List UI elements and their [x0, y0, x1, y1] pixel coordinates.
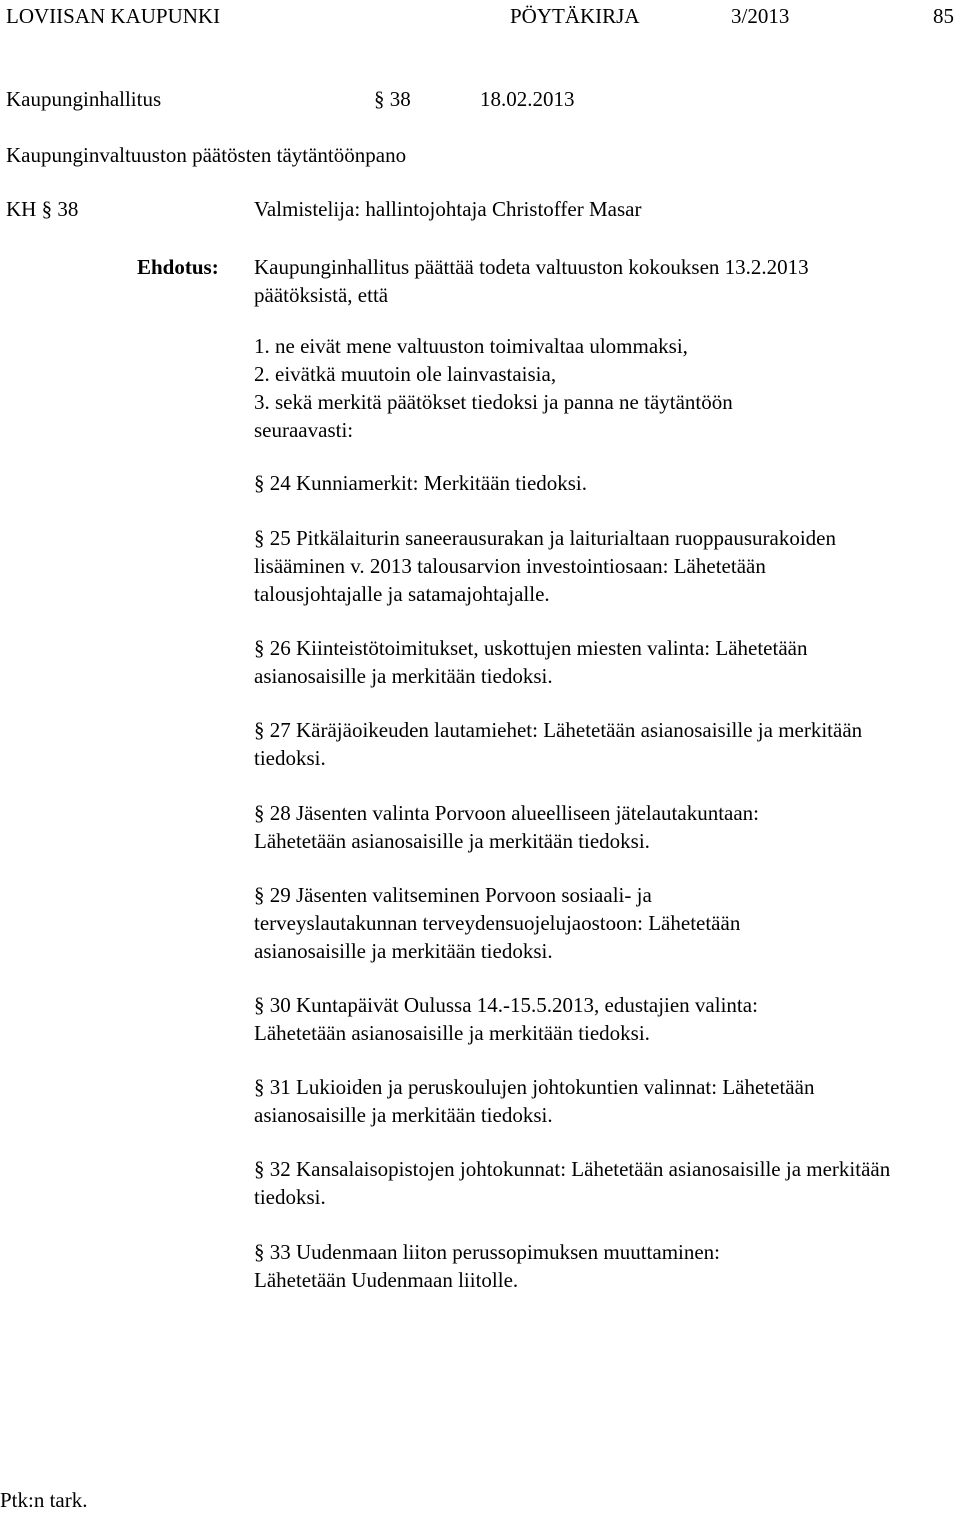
- decision-item-30: § 30 Kuntapäivät Oulussa 14.-15.5.2013, edustajien valinta: Lähetetään asianosaisille ja merkitään tiedoksi.: [254, 993, 758, 1045]
- decision-item-33: § 33 Uudenmaan liiton perussopimuksen muuttaminen: Lähetetään Uudenmaan liitolle.: [254, 1240, 721, 1292]
- condition-1: 1. ne eivät mene valtuuston toimivaltaa ulommaksi,: [254, 334, 688, 358]
- meeting-date: 18.02.2013: [480, 87, 575, 111]
- page-number: 85: [933, 4, 954, 28]
- kh-reference: KH § 38: [6, 197, 79, 221]
- document-title: Kaupunginvaltuuston päätösten täytäntöönpano: [6, 143, 407, 167]
- preparer: Valmistelija: hallintojohtaja Christoffer Masar: [254, 197, 642, 221]
- footer-checker: Ptk:n tark.: [0, 1488, 88, 1512]
- decision-item-28: § 28 Jäsenten valinta Porvoon alueelliseen jätelautakuntaan: Lähetetään asianosaisille ja merkitään tiedoksi.: [254, 801, 760, 853]
- condition-2: 2. eivätkä muutoin ole lainvastaisia,: [254, 362, 557, 386]
- decision-item-26: § 26 Kiinteistötoimitukset, uskottujen miesten valinta: Lähetetään asianosaisille ja merkitään tiedoksi.: [254, 636, 808, 688]
- proposal-label: Ehdotus:: [137, 255, 219, 279]
- meeting-body: Kaupunginhallitus: [6, 87, 162, 111]
- document-type: PÖYTÄKIRJA: [510, 4, 640, 28]
- issue-number: 3/2013: [731, 4, 790, 28]
- decision-item-29: § 29 Jäsenten valitseminen Porvoon sosiaali- ja terveyslautakunnan terveydensuojelujaostoon: Lähetetään asianosaisille ja merkitään tiedoksi.: [254, 883, 741, 963]
- decision-item-32: § 32 Kansalaisopistojen johtokunnat: Lähetetään asianosaisille ja merkitään tiedoksi.: [254, 1157, 891, 1209]
- decision-item-25: § 25 Pitkälaiturin saneerausurakan ja laiturialtaan ruoppausurakoiden lisääminen v. 2013 talousarvion investointiosaan: Lähetetään talousjohtajalle ja satamajohtajalle.: [254, 526, 836, 606]
- decision-item-24: § 24 Kunniamerkit: Merkitään tiedoksi.: [254, 471, 588, 495]
- proposal-intro: Kaupunginhallitus päättää todeta valtuuston kokouksen 13.2.2013 päätöksistä, että: [254, 255, 809, 307]
- decision-item-27: § 27 Käräjäoikeuden lautamiehet: Lähetetään asianosaisille ja merkitään tiedoksi.: [254, 718, 863, 770]
- city-name: LOVIISAN KAUPUNKI: [6, 4, 221, 28]
- meeting-section: § 38: [374, 87, 411, 111]
- decision-item-31: § 31 Lukioiden ja peruskoulujen johtokuntien valinnat: Lähetetään asianosaisille ja merkitään tiedoksi.: [254, 1075, 815, 1127]
- condition-3: 3. sekä merkitä päätökset tiedoksi ja panna ne täytäntöön seuraavasti:: [254, 390, 733, 442]
